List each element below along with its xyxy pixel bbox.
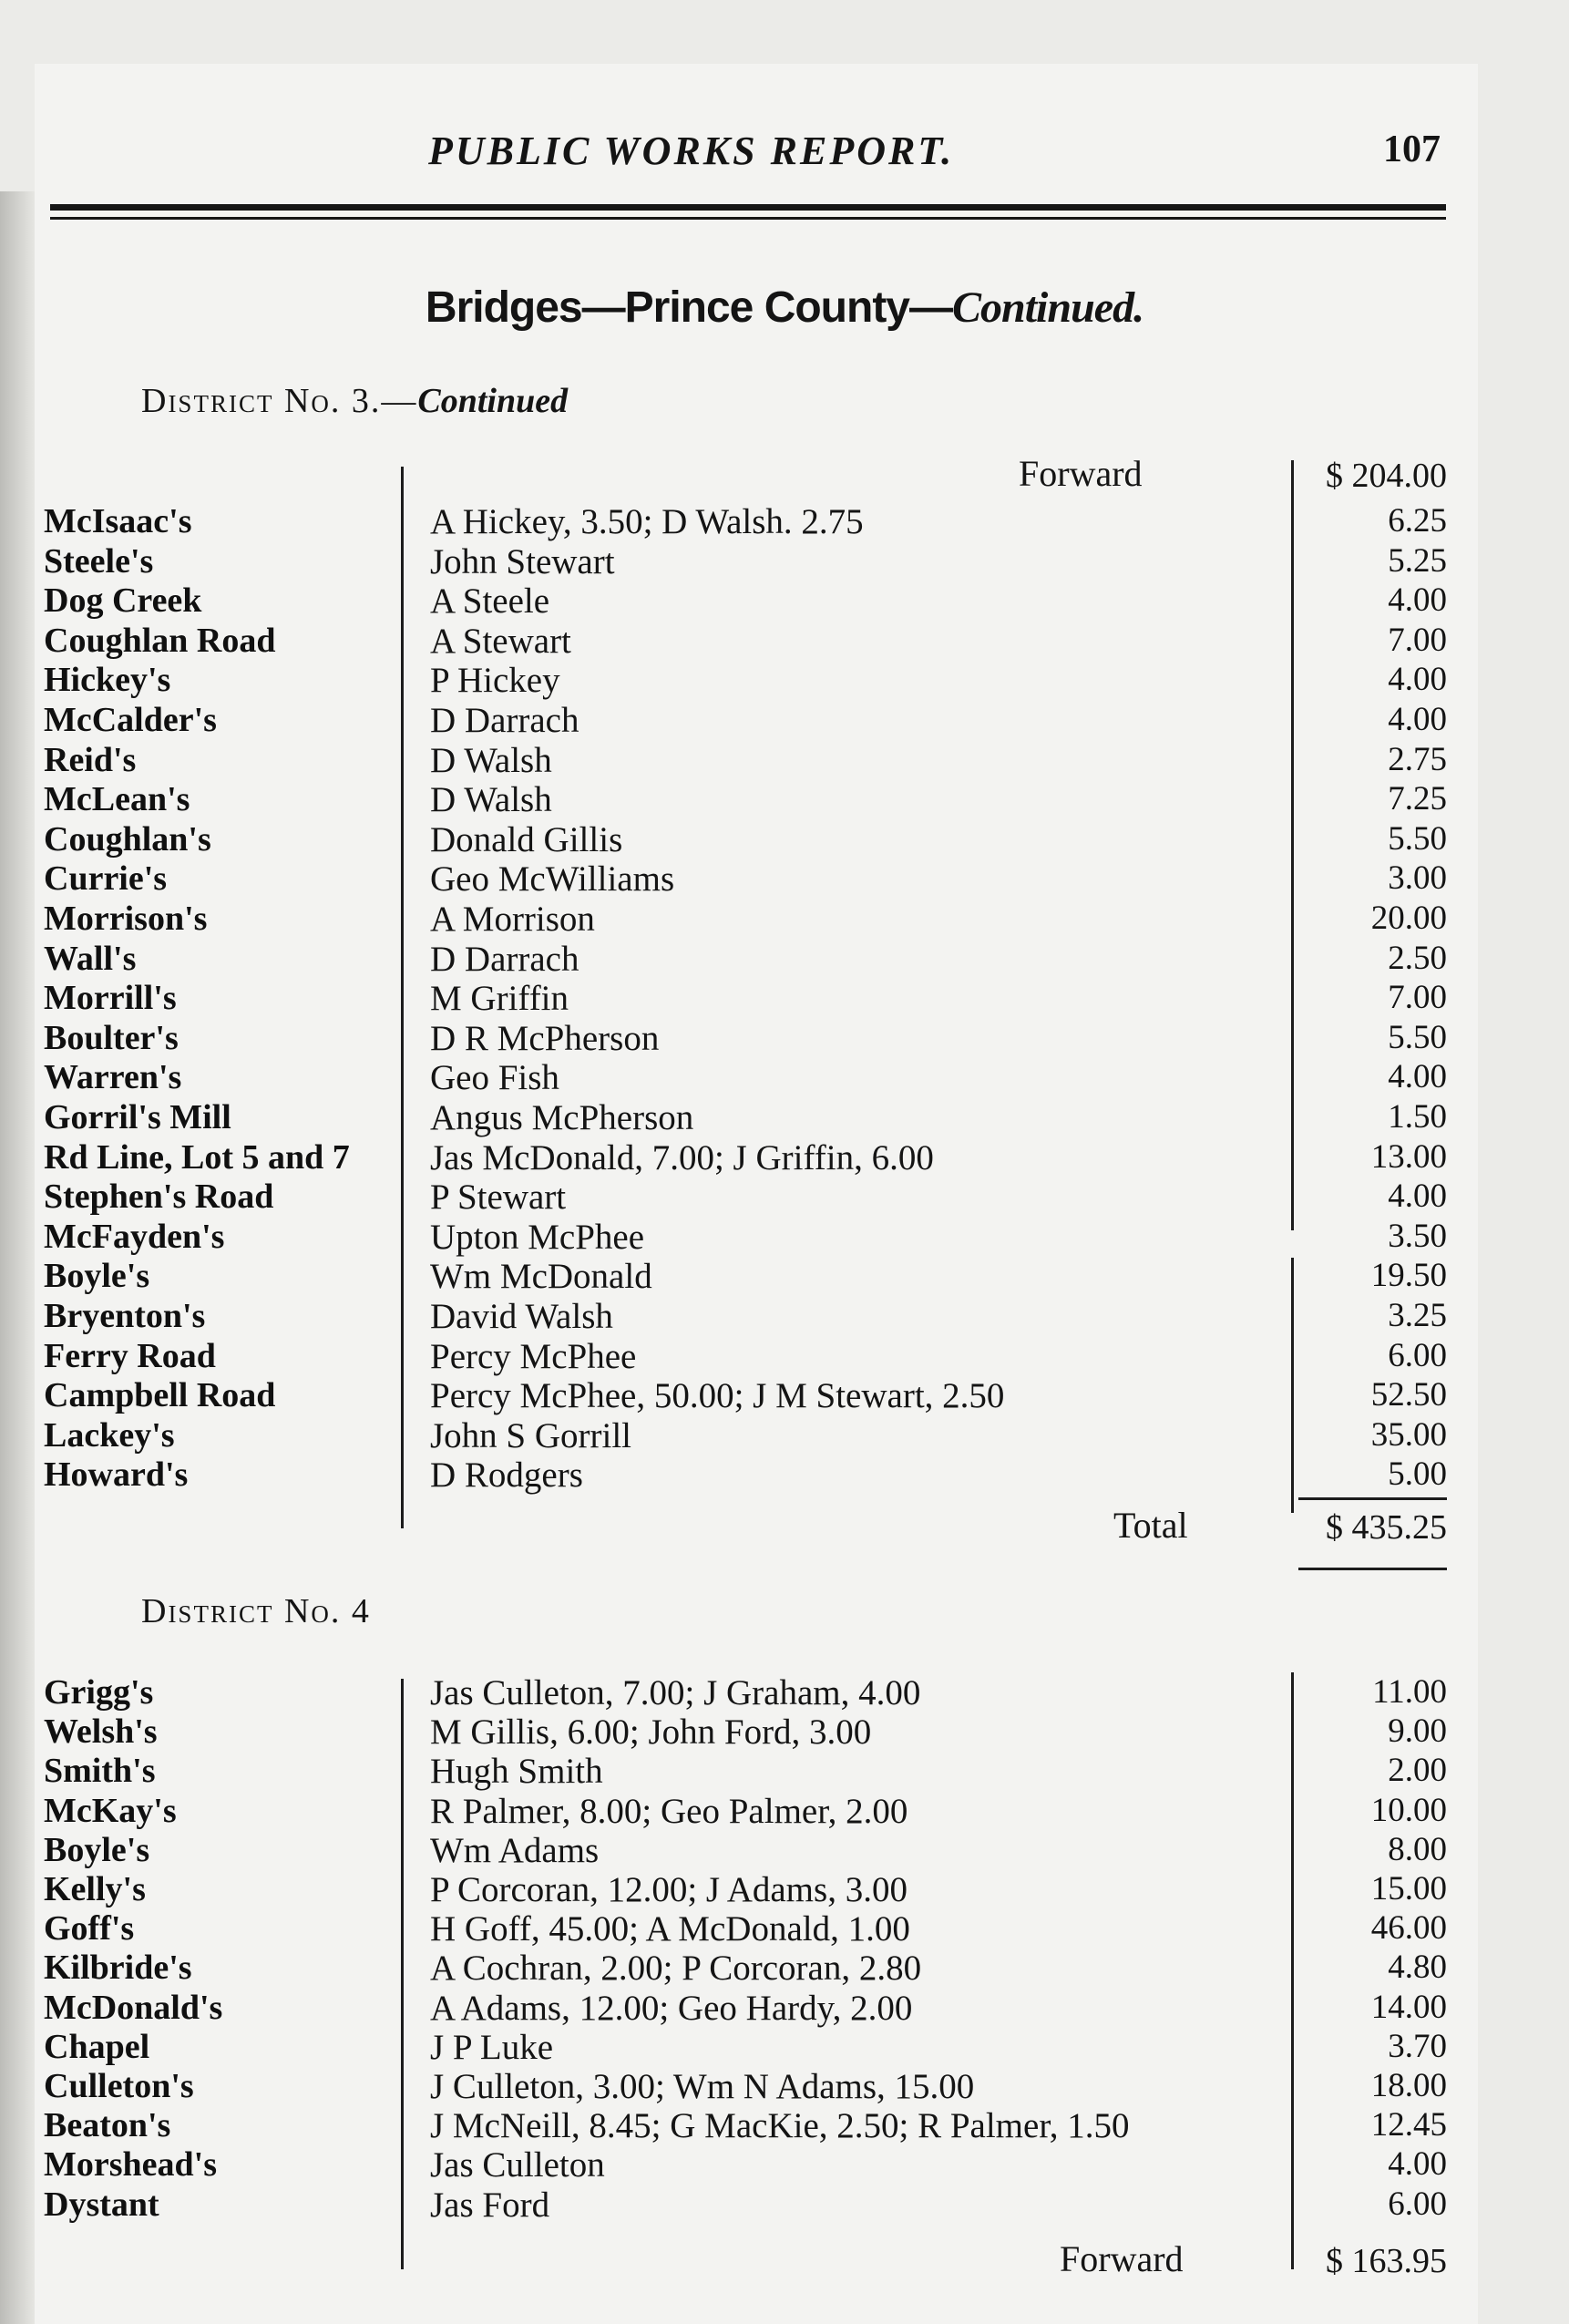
place-name: McDonald's bbox=[44, 1988, 223, 2027]
page-number: 107 bbox=[1383, 129, 1441, 170]
district-3-right-rule bbox=[1291, 460, 1294, 1230]
table-row bbox=[0, 1948, 1569, 1988]
place-name: Kilbride's bbox=[44, 1949, 192, 1988]
payee-list: A Morrison bbox=[430, 900, 595, 939]
payee-list: Angus McPherson bbox=[430, 1098, 694, 1137]
payee-list: Percy McPhee, 50.00; J M Stewart, 2.50 bbox=[430, 1376, 1005, 1416]
payee-list: J P Luke bbox=[430, 2027, 554, 2067]
table-row bbox=[0, 541, 1569, 581]
amount-value: 5.50 bbox=[1388, 819, 1447, 858]
place-name: Bryenton's bbox=[44, 1297, 206, 1335]
payee-list: Wm Adams bbox=[430, 1830, 600, 1870]
table-row bbox=[0, 1177, 1569, 1217]
district-4-right-rule bbox=[1291, 1672, 1294, 2269]
district-4-heading bbox=[141, 1591, 371, 1631]
payee-list: D Darrach bbox=[430, 701, 579, 740]
district-3-total-amount: $ 435.25 bbox=[1326, 1508, 1447, 1547]
header-rule-thick bbox=[50, 204, 1446, 211]
place-name: Smith's bbox=[44, 1752, 156, 1791]
district-3-left-rule bbox=[401, 467, 404, 1528]
place-name: Reid's bbox=[44, 740, 137, 779]
place-name: Kelly's bbox=[44, 1870, 146, 1908]
amount-value: 18.00 bbox=[1370, 2067, 1447, 2104]
payee-list: R Palmer, 8.00; Geo Palmer, 2.00 bbox=[430, 1791, 908, 1831]
table-row bbox=[0, 1336, 1569, 1376]
payee-list: Jas Ford bbox=[430, 2185, 550, 2225]
place-name: Morshead's bbox=[44, 2145, 217, 2185]
amount-value: 46.00 bbox=[1370, 1909, 1447, 1948]
payee-list: P Corcoran, 12.00; J Adams, 3.00 bbox=[430, 1870, 908, 1909]
amount-value: 3.50 bbox=[1388, 1217, 1447, 1255]
amount-value: 5.25 bbox=[1388, 541, 1447, 580]
amount-value: 4.00 bbox=[1388, 701, 1447, 738]
payee-list: D Rodgers bbox=[430, 1455, 583, 1496]
amount-value: 15.00 bbox=[1370, 1870, 1447, 1908]
place-name: Campbell Road bbox=[44, 1376, 276, 1415]
section-title bbox=[0, 283, 1569, 333]
payee-list: Wm McDonald bbox=[430, 1257, 652, 1297]
table-row bbox=[0, 819, 1569, 859]
amount-value: 9.00 bbox=[1388, 1712, 1447, 1751]
payee-list: H Goff, 45.00; A McDonald, 1.00 bbox=[430, 1909, 910, 1949]
place-name: Dystant bbox=[44, 2185, 159, 2224]
payee-list: M Griffin bbox=[430, 979, 569, 1019]
district-3-forward-amount: $ 204.00 bbox=[1326, 457, 1447, 495]
district-3-end-rule bbox=[1298, 1568, 1447, 1570]
place-name: McIsaac's bbox=[44, 502, 192, 540]
table-row bbox=[0, 859, 1569, 899]
amount-value: 5.00 bbox=[1388, 1455, 1447, 1494]
table-row bbox=[0, 2105, 1569, 2145]
table-row bbox=[0, 1217, 1569, 1257]
payee-list: Jas McDonald, 7.00; J Griffin, 6.00 bbox=[430, 1137, 934, 1177]
amount-value: 13.00 bbox=[1370, 1137, 1447, 1176]
amount-value: 11.00 bbox=[1372, 1673, 1447, 1711]
district-4-forward-amount: $ 163.95 bbox=[1326, 2242, 1447, 2280]
district-3-forward-label: Forward bbox=[1019, 453, 1143, 494]
table-row bbox=[0, 1908, 1569, 1949]
table-row bbox=[0, 1988, 1569, 2028]
payee-list: A Hickey, 3.50; D Walsh. 2.75 bbox=[430, 502, 864, 541]
payee-list: A Steele bbox=[430, 581, 550, 622]
amount-value: 4.00 bbox=[1388, 1177, 1447, 1216]
table-row bbox=[0, 1137, 1569, 1177]
table-row bbox=[0, 1097, 1569, 1137]
table-row bbox=[0, 1672, 1569, 1712]
payee-list: D Darrach bbox=[430, 939, 579, 979]
amount-value: 7.00 bbox=[1388, 979, 1447, 1017]
place-name: Hickey's bbox=[44, 661, 171, 700]
payee-list: Hugh Smith bbox=[430, 1752, 603, 1792]
amount-value: 7.00 bbox=[1388, 621, 1447, 659]
place-name: Boulter's bbox=[44, 1018, 179, 1057]
payee-list: M Gillis, 6.00; John Ford, 3.00 bbox=[430, 1712, 872, 1753]
amount-value: 6.00 bbox=[1388, 2185, 1447, 2223]
table-row bbox=[0, 1018, 1569, 1058]
amount-value: 1.50 bbox=[1388, 1098, 1447, 1136]
amount-value: 5.50 bbox=[1388, 1018, 1447, 1056]
place-name: Rd Line, Lot 5 and 7 bbox=[44, 1137, 350, 1177]
table-row bbox=[0, 1712, 1569, 1752]
district-3-label: District No. 3.— bbox=[141, 382, 418, 420]
place-name: McCalder's bbox=[44, 701, 217, 739]
place-name: Stephen's Road bbox=[44, 1177, 274, 1217]
table-row bbox=[0, 1455, 1569, 1495]
district-4-left-rule bbox=[401, 1679, 404, 2269]
table-row bbox=[0, 2185, 1569, 2225]
table-row bbox=[0, 501, 1569, 541]
place-name: Lackey's bbox=[44, 1415, 175, 1455]
district-4-forward-label: Forward bbox=[1060, 2238, 1184, 2279]
payee-list: Upton McPhee bbox=[430, 1217, 645, 1257]
payee-list: John S Gorrill bbox=[430, 1415, 632, 1455]
amount-value: 6.25 bbox=[1388, 502, 1447, 540]
amount-value: 7.25 bbox=[1388, 780, 1447, 818]
table-row bbox=[0, 1296, 1569, 1336]
place-name: Goff's bbox=[44, 1909, 135, 1949]
table-row bbox=[0, 779, 1569, 819]
place-name: Steele's bbox=[44, 541, 154, 581]
amount-value: 6.00 bbox=[1388, 1336, 1447, 1374]
table-row bbox=[0, 2066, 1569, 2106]
payee-list: A Stewart bbox=[430, 621, 571, 661]
place-name: Gorril's Mill bbox=[44, 1098, 231, 1136]
place-name: Welsh's bbox=[44, 1712, 158, 1752]
table-row bbox=[0, 978, 1569, 1018]
payee-list: P Hickey bbox=[430, 661, 560, 701]
table-row bbox=[0, 1415, 1569, 1455]
amount-value: 35.00 bbox=[1370, 1415, 1447, 1454]
place-name: Chapel bbox=[44, 2027, 150, 2066]
place-name: Currie's bbox=[44, 859, 168, 899]
district-3-total-rule bbox=[1298, 1497, 1447, 1500]
payee-list: Geo McWilliams bbox=[430, 859, 675, 900]
amount-value: 2.50 bbox=[1388, 939, 1447, 977]
amount-value: 19.50 bbox=[1370, 1257, 1447, 1295]
running-title: PUBLIC WORKS REPORT. bbox=[428, 129, 955, 173]
payee-list: Jas Culleton, 7.00; J Graham, 4.00 bbox=[430, 1673, 921, 1712]
place-name: Morrison's bbox=[44, 900, 208, 938]
table-row bbox=[0, 1256, 1569, 1296]
header-rule-thin bbox=[50, 217, 1446, 220]
place-name: Coughlan's bbox=[44, 819, 211, 859]
district-4-label: District No. 4 bbox=[141, 1592, 371, 1630]
place-name: Howard's bbox=[44, 1455, 189, 1495]
payee-list: J McNeill, 8.45; G MacKie, 2.50; R Palmer, 1.50 bbox=[430, 2106, 1130, 2146]
payee-list: A Adams, 12.00; Geo Hardy, 2.00 bbox=[430, 1988, 913, 2028]
table-row bbox=[0, 1830, 1569, 1870]
place-name: Grigg's bbox=[44, 1673, 154, 1712]
amount-value: 3.70 bbox=[1388, 2027, 1447, 2065]
place-name: Beaton's bbox=[44, 2106, 171, 2145]
amount-value: 14.00 bbox=[1370, 1988, 1447, 2026]
table-row bbox=[0, 939, 1569, 979]
amount-value: 2.00 bbox=[1388, 1752, 1447, 1790]
place-name: Coughlan Road bbox=[44, 621, 276, 660]
amount-value: 20.00 bbox=[1370, 900, 1447, 937]
district-3-right-rule-lower bbox=[1291, 1258, 1294, 1513]
place-name: Ferry Road bbox=[44, 1336, 216, 1375]
payee-list: Percy McPhee bbox=[430, 1336, 637, 1376]
district-3-continued: Continued bbox=[417, 382, 569, 420]
payee-list: A Cochran, 2.00; P Corcoran, 2.80 bbox=[430, 1949, 922, 1989]
place-name: Morrill's bbox=[44, 979, 177, 1018]
amount-value: 4.00 bbox=[1388, 581, 1447, 620]
amount-value: 2.75 bbox=[1388, 740, 1447, 778]
table-row bbox=[0, 660, 1569, 700]
place-name: Culleton's bbox=[44, 2067, 194, 2105]
district-3-total-label: Total bbox=[1113, 1505, 1188, 1546]
amount-value: 3.00 bbox=[1388, 859, 1447, 898]
place-name: McLean's bbox=[44, 780, 190, 819]
amount-value: 3.25 bbox=[1388, 1297, 1447, 1334]
amount-value: 12.45 bbox=[1370, 2106, 1447, 2144]
payee-list: David Walsh bbox=[430, 1297, 613, 1336]
table-row bbox=[0, 2027, 1569, 2067]
amount-value: 4.00 bbox=[1388, 661, 1447, 699]
district-3-heading bbox=[141, 381, 568, 421]
amount-value: 4.80 bbox=[1388, 1949, 1447, 1987]
table-row bbox=[0, 740, 1569, 780]
amount-value: 8.00 bbox=[1388, 1830, 1447, 1868]
table-row bbox=[0, 899, 1569, 939]
table-row bbox=[0, 1057, 1569, 1097]
table-row bbox=[0, 1791, 1569, 1831]
section-title-continued: Continued. bbox=[952, 283, 1144, 332]
table-row bbox=[0, 1869, 1569, 1909]
place-name: Boyle's bbox=[44, 1257, 150, 1296]
payee-list: P Stewart bbox=[430, 1177, 567, 1218]
place-name: Wall's bbox=[44, 939, 137, 978]
payee-list: Donald Gillis bbox=[430, 819, 623, 859]
payee-list: D Walsh bbox=[430, 740, 552, 780]
place-name: McKay's bbox=[44, 1791, 177, 1830]
place-name: Dog Creek bbox=[44, 581, 202, 621]
payee-list: Jas Culleton bbox=[430, 2145, 605, 2185]
table-row bbox=[0, 1375, 1569, 1415]
table-row bbox=[0, 700, 1569, 740]
place-name: Boyle's bbox=[44, 1830, 150, 1869]
table-row bbox=[0, 1751, 1569, 1791]
payee-list: D R McPherson bbox=[430, 1018, 660, 1058]
place-name: McFayden's bbox=[44, 1217, 225, 1256]
payee-list: John Stewart bbox=[430, 541, 615, 581]
table-row bbox=[0, 2144, 1569, 2185]
section-title-main: Bridges—Prince County— bbox=[425, 283, 952, 332]
table-row bbox=[0, 581, 1569, 621]
payee-list: D Walsh bbox=[430, 780, 552, 820]
table-row bbox=[0, 621, 1569, 661]
place-name: Warren's bbox=[44, 1058, 182, 1097]
payee-list: Geo Fish bbox=[430, 1058, 559, 1098]
amount-value: 4.00 bbox=[1388, 1058, 1447, 1096]
amount-value: 52.50 bbox=[1370, 1376, 1447, 1414]
amount-value: 10.00 bbox=[1370, 1791, 1447, 1829]
amount-value: 4.00 bbox=[1388, 2145, 1447, 2184]
payee-list: J Culleton, 3.00; Wm N Adams, 15.00 bbox=[430, 2067, 975, 2106]
